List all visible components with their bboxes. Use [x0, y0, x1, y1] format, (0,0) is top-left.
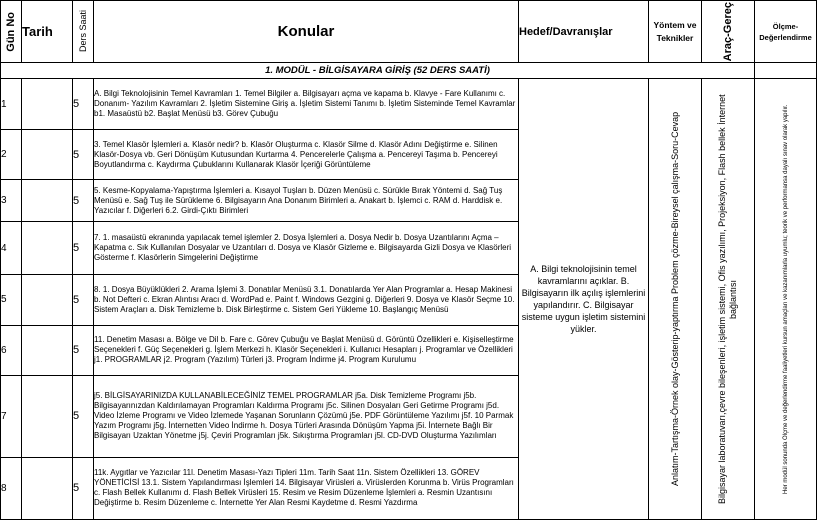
topic-cell: 11k. Aygıtlar ve Yazıcılar 11l. Denetim Masası-Yazı Tipleri 11m. Tarih Saat 11n. Sistem Özellikleri 13. GÖREV YÖNETİCİSİ 13.1. Sistem Yapılandırması İşlemleri 14. Bilgisayar Virüsleri a. Virüslerden Korunma b. Virüs Programları c. Flash Bellek Kullanımı d. Flash Bellek Virüsleri 15. Resim ve Resim Düzenleme İşlemleri a. Resmin Uzantısını Değiştirme b. Resim Düzenleme c. İnternette Yer Alan Resmi Kaydetme d. Resmi Yazdırma	[94, 457, 519, 519]
day-number: 7	[1, 375, 22, 457]
ders-saati-header: Ders Saati	[73, 1, 94, 63]
module-row	[1, 63, 817, 79]
olcme-header: Ölçme-Değerlendirme	[755, 1, 817, 63]
topic-cell: A. Bilgi Teknolojisinin Temel Kavramları 1. Temel Bilgiler a. Bilgisayarı açma ve kapama b. Klavye - Fare Kullanımı c. Donanım- Yazılım Kavramları 2. İşletim Sistemine Giriş a. İşletim Sistemi Tanımı b. İşletim Sisteminde Temel Kavramlar b1. Masaüstü b2. Başlat Menüsü b3. Görev Çubuğu	[94, 79, 519, 130]
module-row-blank	[755, 63, 817, 79]
day-number: 1	[1, 79, 22, 130]
module-title: 1. MODÜL - BİLGİSAYARA GİRİŞ (52 DERS SAATİ)	[1, 63, 755, 79]
date-cell	[22, 130, 73, 180]
date-cell	[22, 325, 73, 375]
date-cell	[22, 375, 73, 457]
date-cell	[22, 275, 73, 325]
topic-cell: 7. 1. masaüstü ekranında yapılacak temel işlemler 2. Dosya İşlemleri a. Dosya Nedir b. Dosya Uzantılarını Açma – Kapatma c. Sık Kullanılan Dosyalar ve Uzantıları d. Dosya ve Klasör Gizleme e. Bilgisayarda Gizli Dosya ve Klasörleri Gösterme f. Klasörlerin Simgelerini Değiştirme	[94, 222, 519, 275]
day-number: 5	[1, 275, 22, 325]
hedef-cell: A. Bilgi teknolojisinin temel kavramlarını açıklar. B. Bilgisayarın ilk açılış işlemlerini yapılandırır. C. Bilgisayar sisteme uygun işletim sistemini yükler.	[519, 79, 649, 520]
lesson-hours: 5	[73, 457, 94, 519]
table-row	[1, 79, 817, 130]
topic-cell: 3. Temel Klasör İşlemleri a. Klasör nedir? b. Klasör Oluşturma c. Klasör Silme d. Klasör Adını Değiştirme e. Silinen Klasör-Dosya vb. Geri Dönüşüm Kutusundan Kurtarma 4. Pencerelerle Çalışma a. Pencereyi Taşıma b. Pencereyi Boyutlandırma c. Kaydırma Çubuklarını Kullanarak Klasör İçeriği Görüntüleme	[94, 130, 519, 180]
lesson-hours: 5	[73, 180, 94, 222]
header-row	[1, 1, 817, 63]
yontem-cell: Anlatım-Tartışma-Örnek olay-Gösterip-yaptırma Problem çözme-Bireysel çalışma-Soru-Cevap	[649, 79, 702, 520]
konular-header: Konular	[94, 1, 519, 63]
hedef-header: Hedef/Davranışlar	[519, 1, 649, 63]
lesson-hours: 5	[73, 222, 94, 275]
date-cell	[22, 180, 73, 222]
topic-cell: 8. 1. Dosya Büyüklükleri 2. Arama İşlemi 3. Donatılar Menüsü 3.1. Donatılarda Yer Alan Programlar a. Hesap Makinesi b. Not Defteri c. Ekran Alıntısı Aracı d. WordPad e. Paint f. Windows Gezgini g. Diğerleri 9. Dosya ve Klasör Seçme 10. Sistem Araçları a. Disk Temizleme b. Disk Birleştirme c. Sistem Geri Yükleme 10. Başlangıç Menüsü	[94, 275, 519, 325]
date-cell	[22, 79, 73, 130]
lesson-hours: 5	[73, 325, 94, 375]
arac-cell: Bilgisayar laboratuvarı,çevre bileşenleri, işletim sistemi, Ofis yazılımı, Projeksiyon, Flash bellek İnternet bağlantısı	[702, 79, 755, 520]
lesson-hours: 5	[73, 130, 94, 180]
day-number: 2	[1, 130, 22, 180]
date-cell	[22, 457, 73, 519]
topic-cell: 5. Kesme-Kopyalama-Yapıştırma İşlemleri a. Kısayol Tuşları b. Düzen Menüsü c. Sürükle Bırak Yöntemi d. Sağ Tuş Menüsü e. Sağ Tuş ile Sürükleme 6. Bilgisayarın Ana Donanım Birimleri a. Anakart b. İşlemci c. RAM d. Harddisk e. Yazıcılar f. Diğerleri 6.2. Girdi-Çıktı Birimleri	[94, 180, 519, 222]
gun-no-header: Gün No	[1, 1, 22, 63]
lesson-hours: 5	[73, 375, 94, 457]
topic-cell: j5. BİLGİSAYARINIZDA KULLANABİLECEĞİNİZ TEMEL PROGRAMLAR j5a. Disk Temizleme Programı j5b. Bilgisayarınızdan Kaldırılamayan Programları Kaldırma Programı j5c. Silinen Dosyaları Geri Getirme Programı j5d. Video İzleme Programı ve Video İzlemede Yaşanan Sorunların Çözümü j5e. PDF Görüntüleme Yazılımı j5f. 10 Parmak Yazım Programı j5g. İnternetten Video İndirme h. Dosya Türleri Arasında Dönüşüm Yapma j5i. İnternete Bağlı Bir Bilgisayarı Uzaktan Yönetme j5j. Çeviri Programları j5k. Sıkıştırma Programları j5l. CD-DVD Oluşturma Yazılımları	[94, 375, 519, 457]
lesson-hours: 5	[73, 275, 94, 325]
date-cell	[22, 222, 73, 275]
day-number: 3	[1, 180, 22, 222]
tarih-header: Tarih	[22, 1, 73, 63]
topic-cell: 11. Denetim Masası a. Bölge ve Dil b. Fare c. Görev Çubuğu ve Başlat Menüsü d. Görüntü Özellikleri e. Kişiselleştirme Seçenekleri f. Güç Seçenekleri g. İşlem Merkezi h. Klasör Seçenekleri i. Kullanıcı Hesapları j. Programlar ve Özellikleri j1. PROGRAMLAR j2. Program (Yazılım) Türleri j3. Program İndirme j4. Program Kurulumu	[94, 325, 519, 375]
day-number: 6	[1, 325, 22, 375]
day-number: 4	[1, 222, 22, 275]
arac-header: Araç-Gereç	[702, 1, 755, 63]
olcme-cell: Her modül sonunda Ölçme ve değerlendirme faaliyetleri kursun amaçları ve kazanımlarla uyumlu; teorik ve performansa dayalı sınav olarak yapılır.	[755, 79, 817, 520]
lesson-hours: 5	[73, 79, 94, 130]
day-number: 8	[1, 457, 22, 519]
yontem-header: Yöntem ve Teknikler	[649, 1, 702, 63]
